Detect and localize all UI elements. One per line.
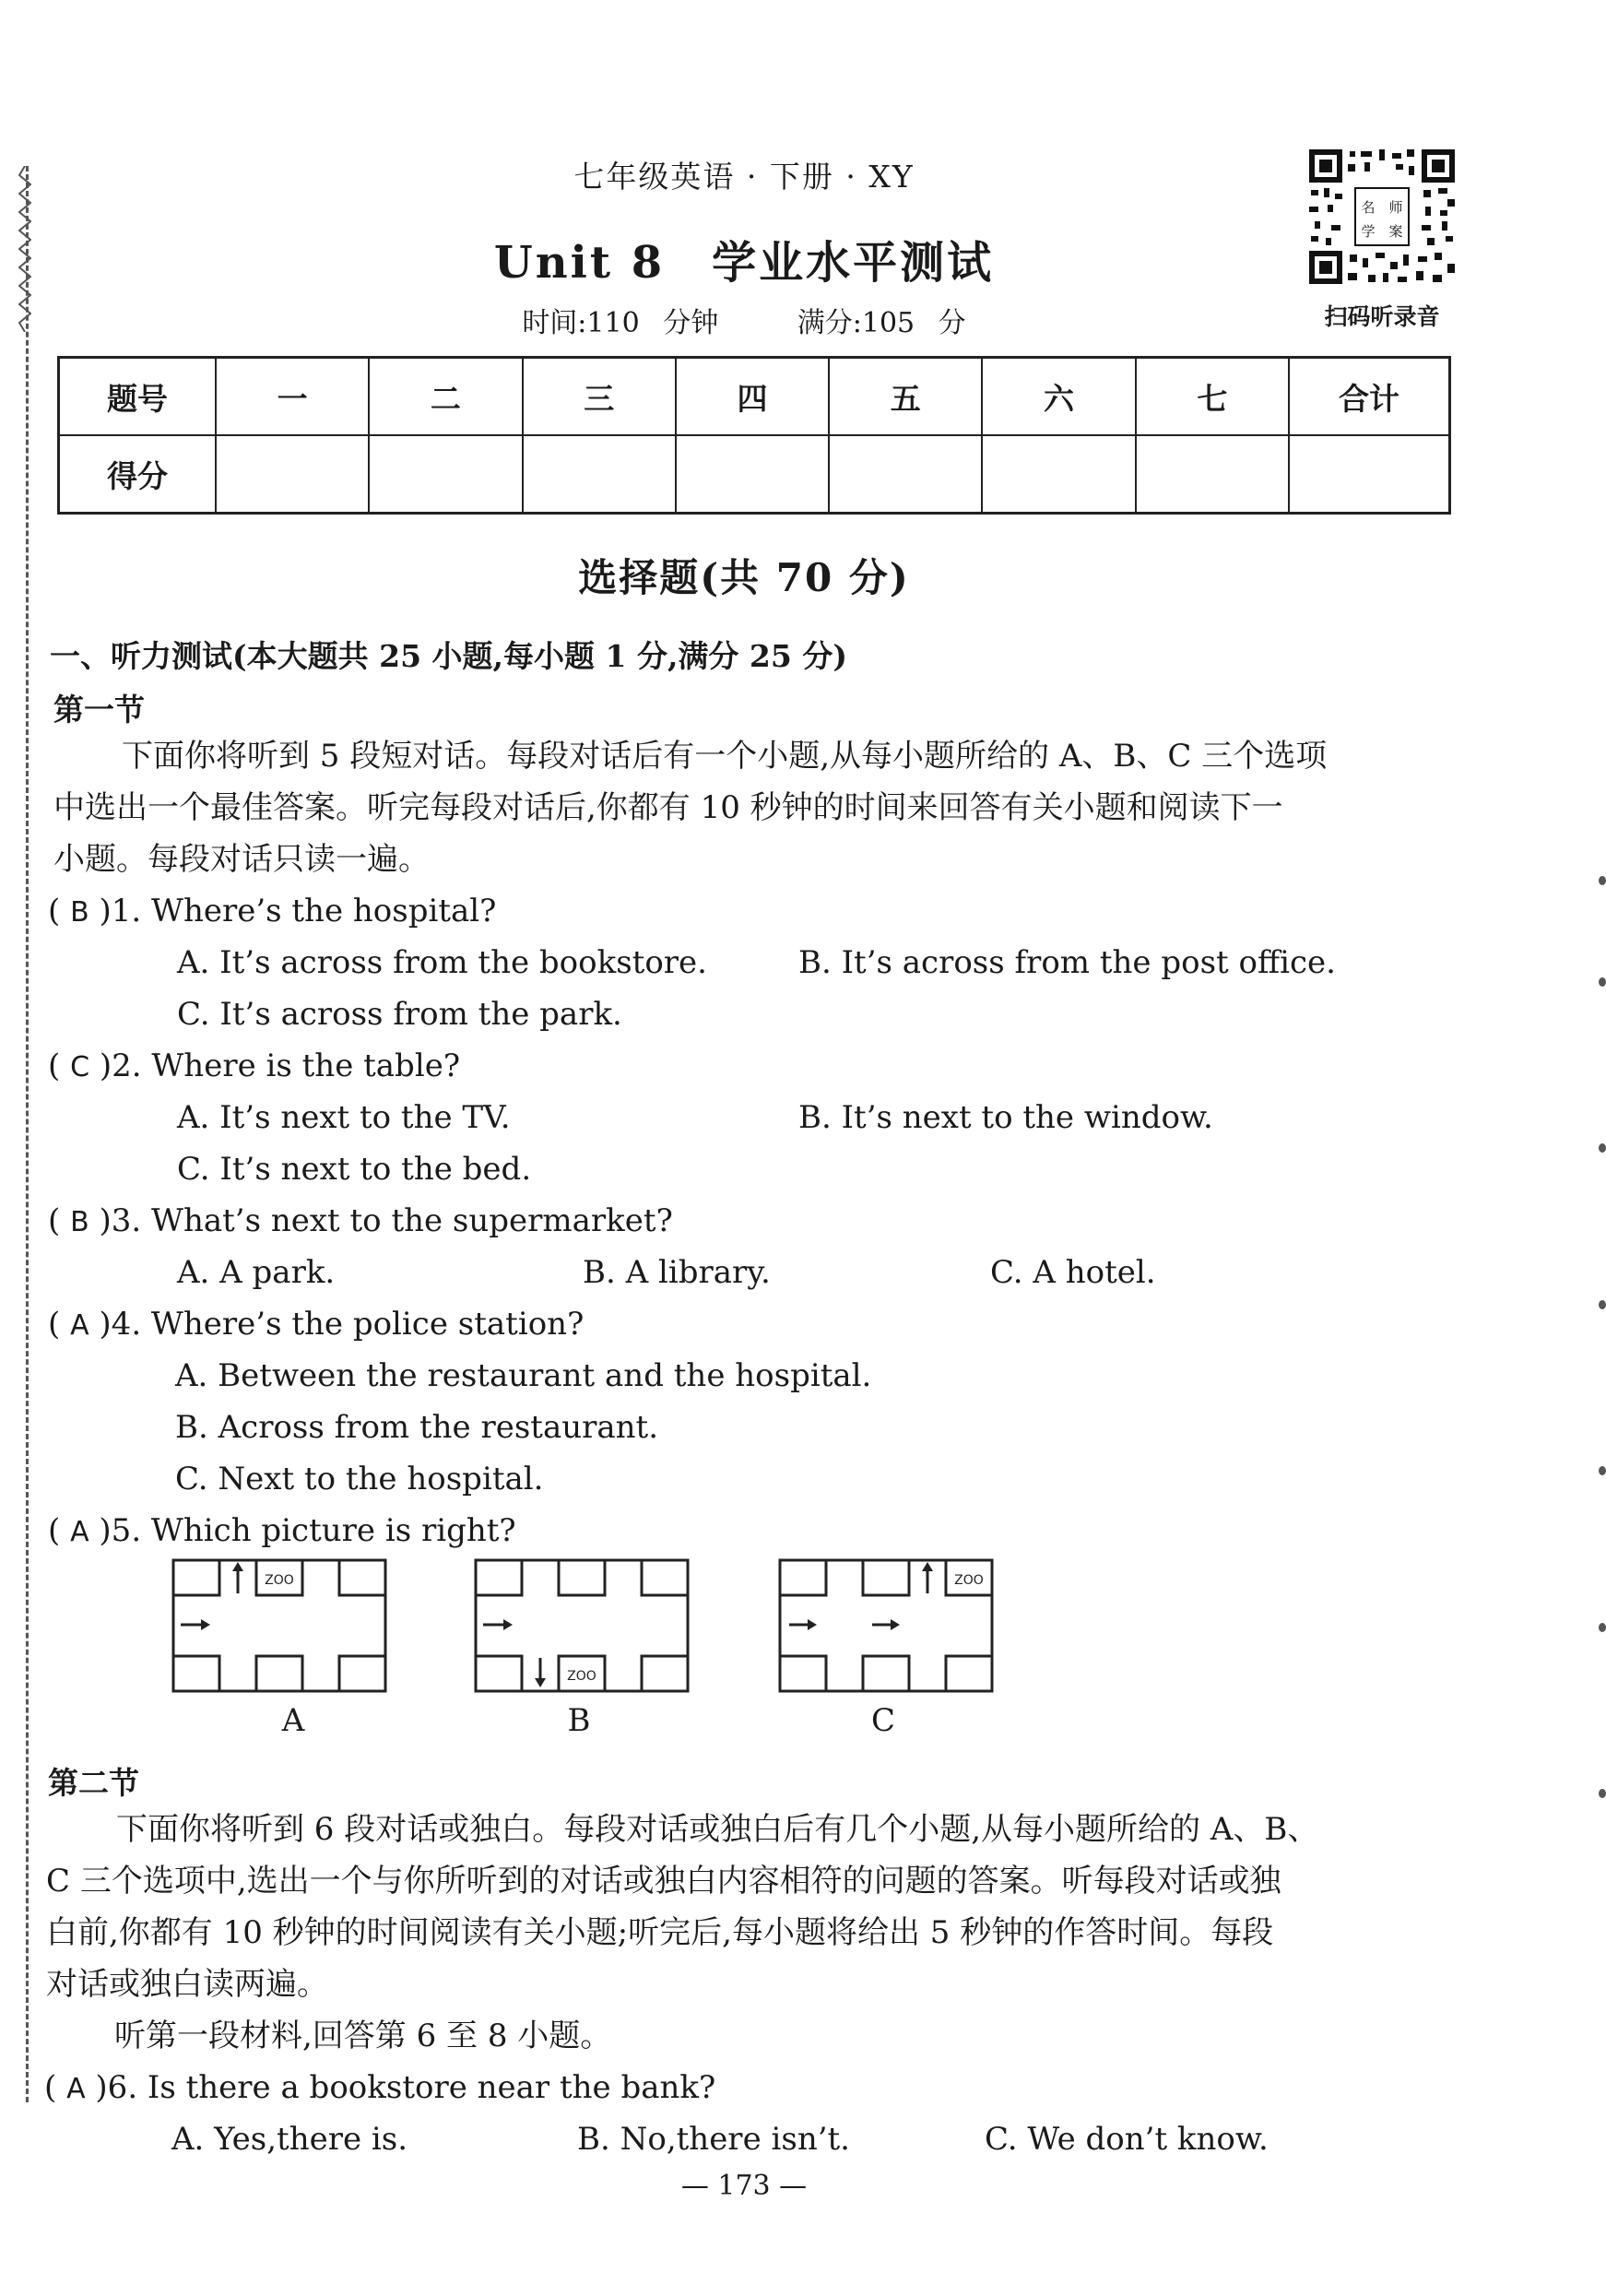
edge-mark: [1599, 1300, 1606, 1309]
score-entry-cell[interactable]: [1289, 435, 1450, 514]
instruction-line: 对话或独白读两遍。: [46, 1966, 328, 2003]
edge-mark: [1599, 1789, 1606, 1798]
score-entry-cell[interactable]: [523, 435, 676, 514]
table-cell: 一: [216, 358, 369, 436]
score-entry-cell[interactable]: [982, 435, 1135, 514]
option: C. It’s next to the bed.: [177, 1151, 532, 1188]
part-title: 选择题(共 70 分): [578, 555, 910, 600]
score-table: [57, 356, 1451, 515]
edge-mark: [1599, 977, 1606, 987]
arrow-right-icon: [891, 1619, 900, 1630]
instruction-line: 白前,你都有 10 秒钟的时间阅读有关小题;听完后,每小题将给出 5 秒钟的作答时间。每段: [46, 1914, 1274, 1951]
instruction-line: 中选出一个最佳答案。听完每段对话后,你都有 10 秒钟的时间来回答有关小题和阅读下一: [53, 789, 1283, 826]
street-map-a: [171, 1558, 387, 1693]
table-cell: 题号: [59, 358, 217, 436]
instruction-line: 下面你将听到 6 段对话或独白。每段对话或独白后有几个小题,从每小题所给的 A、B、: [116, 1811, 1319, 1848]
answer-mark: B: [70, 1206, 89, 1238]
table-cell: 合计: [1289, 358, 1450, 436]
question-4: ( A )4. Where’s the police station?: [48, 1306, 585, 1343]
option: B. It’s across from the post office.: [798, 944, 1336, 981]
arrow-up-icon: [232, 1562, 243, 1571]
instruction-line: 下面你将听到 5 段短对话。每段对话后有一个小题,从每小题所给的 A、B、C 三个选项: [122, 738, 1328, 775]
edge-mark: [1599, 876, 1606, 885]
question-stem: )6. Is there a bookstore near the bank?: [95, 2069, 716, 2106]
table-row: [59, 358, 1450, 436]
option: B. Across from the restaurant.: [175, 1409, 659, 1446]
option: A. Yes,there is.: [171, 2121, 408, 2158]
question-stem: )2. Where is the table?: [99, 1047, 461, 1084]
score-entry-cell[interactable]: [829, 435, 982, 514]
question-5: ( A )5. Which picture is right?: [48, 1512, 516, 1549]
table-cell: 四: [676, 358, 829, 436]
instruction-line: 小题。每段对话只读一遍。: [53, 841, 430, 878]
arrow-right-icon: [808, 1619, 817, 1630]
map-label-a: A: [281, 1702, 305, 1739]
table-cell: 七: [1136, 358, 1289, 436]
option: A. Between the restaurant and the hospital.: [175, 1357, 872, 1394]
option: C. Next to the hospital.: [175, 1461, 544, 1497]
qr-code-icon[interactable]: [1307, 148, 1457, 286]
arrow-down-icon: [535, 1678, 546, 1687]
answer-mark: A: [70, 1516, 89, 1548]
full-score: 满分:105 分: [797, 307, 966, 339]
edge-mark: [1599, 1623, 1606, 1632]
series-title: 七年级英语 · 下册 · XY: [573, 159, 915, 195]
street-map-b: [474, 1558, 690, 1693]
option: C. A hotel.: [990, 1254, 1156, 1291]
zoo-label: ZOO: [265, 1573, 294, 1588]
question-stem: )3. What’s next to the supermarket?: [99, 1202, 673, 1239]
edge-mark: [1599, 1143, 1606, 1153]
zoo-label: ZOO: [567, 1669, 596, 1684]
map-label-b: B: [567, 1702, 591, 1739]
page-title: Unit 8 学业水平测试: [493, 237, 995, 289]
binding-cut-line: [26, 166, 29, 2102]
arrow-right-icon: [201, 1619, 210, 1630]
answer-mark: C: [70, 1051, 90, 1083]
answer-mark: B: [70, 896, 89, 929]
option: A. It’s next to the TV.: [177, 1099, 511, 1136]
table-cell: 二: [369, 358, 522, 436]
question-stem: )1. Where’s the hospital?: [99, 893, 497, 929]
qr-seal-char: 师: [1388, 199, 1403, 216]
option: C. It’s across from the park.: [177, 996, 622, 1033]
time-limit: 时间:110 分钟: [522, 307, 719, 339]
table-row: [59, 435, 1450, 514]
option: B. No,there isn’t.: [577, 2121, 850, 2158]
option: C. We don’t know.: [985, 2121, 1269, 2158]
material-prompt: 听第一段材料,回答第 6 至 8 小题。: [114, 2018, 612, 2054]
qr-seal-char: 名: [1361, 199, 1376, 216]
qr-seal-char: 学: [1361, 223, 1376, 240]
section-title: 一、听力测试(本大题共 25 小题,每小题 1 分,满分 25 分): [50, 638, 847, 674]
arrow-right-icon: [503, 1619, 513, 1630]
question-2: ( C )2. Where is the table?: [48, 1047, 461, 1084]
edge-mark: [1599, 1466, 1606, 1475]
option: A. It’s across from the bookstore.: [177, 944, 707, 981]
exam-meta: [0, 300, 1488, 340]
subsection-title: 第一节: [53, 692, 145, 728]
arrow-up-icon: [922, 1562, 933, 1571]
page-number: — 173 —: [680, 2170, 808, 2202]
score-entry-cell[interactable]: [676, 435, 829, 514]
answer-mark: A: [70, 1309, 89, 1342]
table-cell: 三: [523, 358, 676, 436]
option: A. A park.: [177, 1254, 336, 1291]
score-entry-cell[interactable]: [1136, 435, 1289, 514]
answer-mark: A: [66, 2073, 86, 2105]
question-1: ( B )1. Where’s the hospital?: [48, 893, 497, 929]
score-entry-cell[interactable]: [216, 435, 369, 514]
zoo-label: ZOO: [954, 1573, 984, 1588]
table-cell: 五: [829, 358, 982, 436]
subsection-title: 第二节: [48, 1765, 139, 1801]
instruction-line: C 三个选项中,选出一个与你所听到的对话或独白内容相符的问题的答案。听每段对话或独: [46, 1863, 1281, 1900]
score-entry-cell[interactable]: [369, 435, 522, 514]
qr-caption: 扫码听录音: [1324, 303, 1440, 330]
question-stem: )4. Where’s the police station?: [99, 1306, 585, 1343]
option: B. A library.: [583, 1254, 771, 1291]
question-stem: )5. Which picture is right?: [99, 1512, 516, 1549]
table-cell: 六: [982, 358, 1135, 436]
question-6: ( A )6. Is there a bookstore near the bank?: [44, 2069, 716, 2106]
qr-seal-char: 案: [1388, 223, 1403, 240]
option: B. It’s next to the window.: [798, 1099, 1213, 1136]
map-label-c: C: [870, 1702, 895, 1739]
street-map-c: [778, 1558, 994, 1693]
table-cell: 得分: [59, 435, 217, 514]
question-3: ( B )3. What’s next to the supermarket?: [48, 1202, 673, 1239]
